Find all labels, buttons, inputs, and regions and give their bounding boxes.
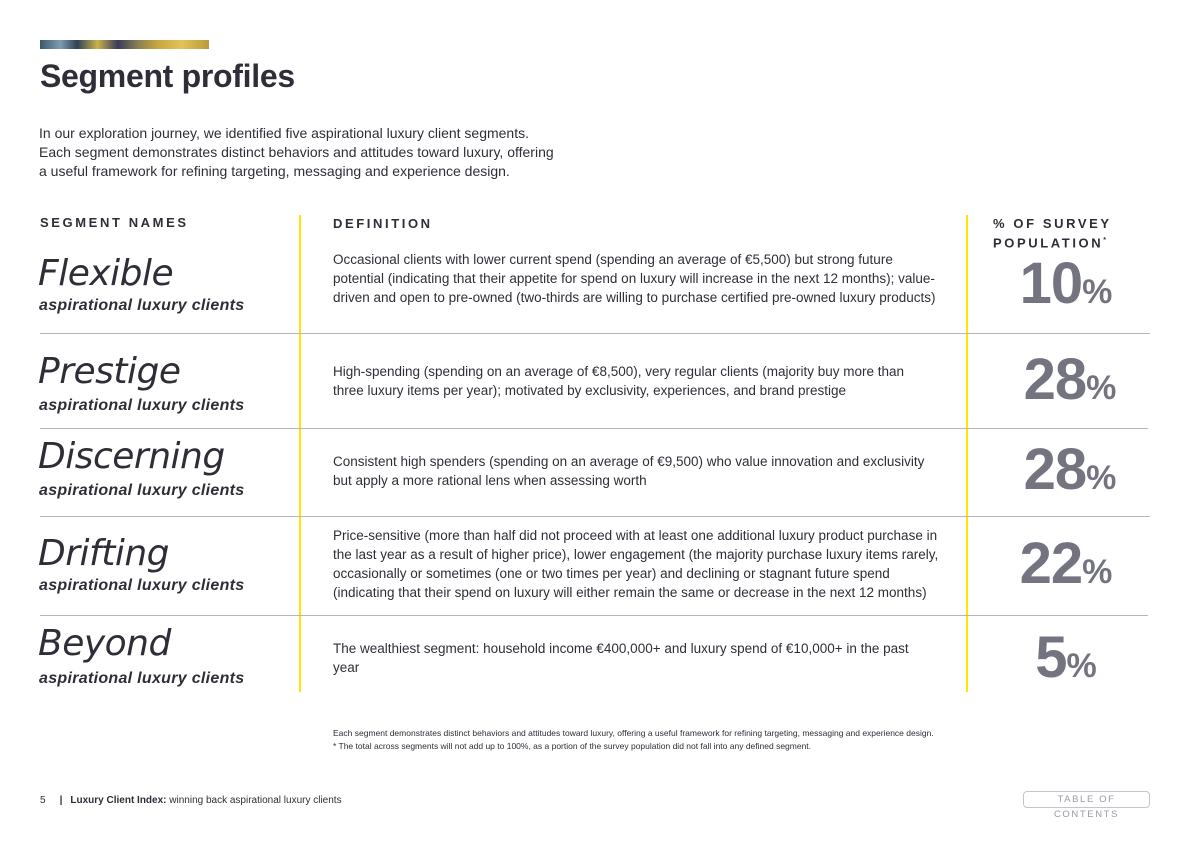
percent-value: 10 (1019, 251, 1083, 316)
segment-name: Beyond (38, 623, 171, 664)
segment-names-header: SEGMENT NAMES (40, 215, 189, 230)
row-divider (40, 428, 1148, 429)
page-number: 5 (40, 795, 46, 806)
definition-header: DEFINITION (333, 216, 433, 231)
percent-value: 5 (1035, 625, 1067, 690)
page-footer (40, 795, 342, 806)
intro-paragraph (39, 124, 599, 181)
report-subtitle: winning back aspirational luxury clients (166, 795, 342, 806)
segment-percent (970, 436, 1170, 503)
decorative-image-strip (40, 40, 209, 49)
footnote: Each segment demonstrates distinct behaviors and attitudes toward luxury, offering a useful framework for refining targeting, messaging and experience design. (333, 728, 934, 738)
segment-subtitle: aspirational luxury clients (39, 577, 245, 594)
intro-line: Each segment demonstrates distinct behaviors and attitudes toward luxury, offering (39, 144, 554, 160)
segment-percent (970, 346, 1170, 413)
percent-symbol: % (1086, 369, 1117, 407)
segment-subtitle: aspirational luxury clients (39, 397, 245, 414)
percent-value: 22 (1019, 531, 1083, 596)
segment-subtitle: aspirational luxury clients (39, 670, 245, 687)
percent-symbol: % (1066, 647, 1097, 685)
segment-subtitle: aspirational luxury clients (39, 297, 245, 314)
percent-symbol: % (1082, 553, 1113, 591)
segment-definition: The wealthiest segment: household income €400,000+ and luxury spend of €10,000+ in the past year (333, 641, 909, 675)
segment-percent (966, 624, 1166, 691)
intro-line: a useful framework for refining targeting, messaging and experience design. (39, 163, 510, 179)
percent-symbol: % (1082, 273, 1113, 311)
population-header (993, 215, 1112, 251)
row-divider (40, 615, 1148, 616)
segment-name: Drifting (38, 533, 169, 574)
column-divider-left (299, 215, 301, 692)
percent-value: 28 (1023, 437, 1087, 502)
percent-value: 28 (1023, 347, 1087, 412)
footer-separator: | (59, 795, 63, 806)
intro-line: In our exploration journey, we identified five aspirational luxury client segments. (39, 125, 529, 141)
segment-percent (966, 530, 1166, 597)
segment-percent (966, 250, 1166, 317)
report-title: Luxury Client Index: (70, 795, 167, 806)
row-divider (40, 333, 1150, 334)
population-header-line2: POPULATION (993, 235, 1104, 251)
footnote: * The total across segments will not add up to 100%, as a portion of the survey population did not fall into any defined segment. (333, 741, 812, 751)
segment-name: Prestige (38, 351, 181, 392)
percent-symbol: % (1086, 459, 1117, 497)
segment-subtitle: aspirational luxury clients (39, 482, 245, 499)
segment-name: Discerning (38, 436, 225, 477)
table-of-contents-button[interactable]: TABLE OF CONTENTS (1023, 791, 1150, 808)
population-footnote-mark: * (1103, 237, 1109, 244)
segment-name: Flexible (38, 253, 174, 294)
population-header-line1: % OF SURVEY (993, 216, 1112, 231)
segment-definition: Price-sensitive (more than half did not proceed with at least one additional luxury product purchase in the last year as a result of higher price), lower engagement (the majority purchase luxury items rarely, occasionally or sometimes (one or two times per year) and declining or stagnant future spend (indicating that their spend on luxury will either remain the same or decrease in the next 12 months) (333, 528, 939, 600)
segment-definition: Occasional clients with lower current spend (spending an average of €5,500) but strong future potential (indicating that their appetite for spend on luxury will increase in the next 12 months); value-driven and open to pre-owned (two-thirds are willing to purchase certified pre-owned luxury products) (333, 252, 936, 305)
segment-definition: Consistent high spenders (spending on an average of €9,500) who value innovation and exclusivity but apply a more rational lens when assessing worth (333, 454, 925, 488)
page-title: Segment profiles (40, 58, 295, 94)
segment-definition: High-spending (spending on an average of €8,500), very regular clients (majority buy more than three luxury items per year); motivated by exclusivity, experiences, and brand prestige (333, 364, 905, 398)
row-divider (40, 516, 1150, 517)
